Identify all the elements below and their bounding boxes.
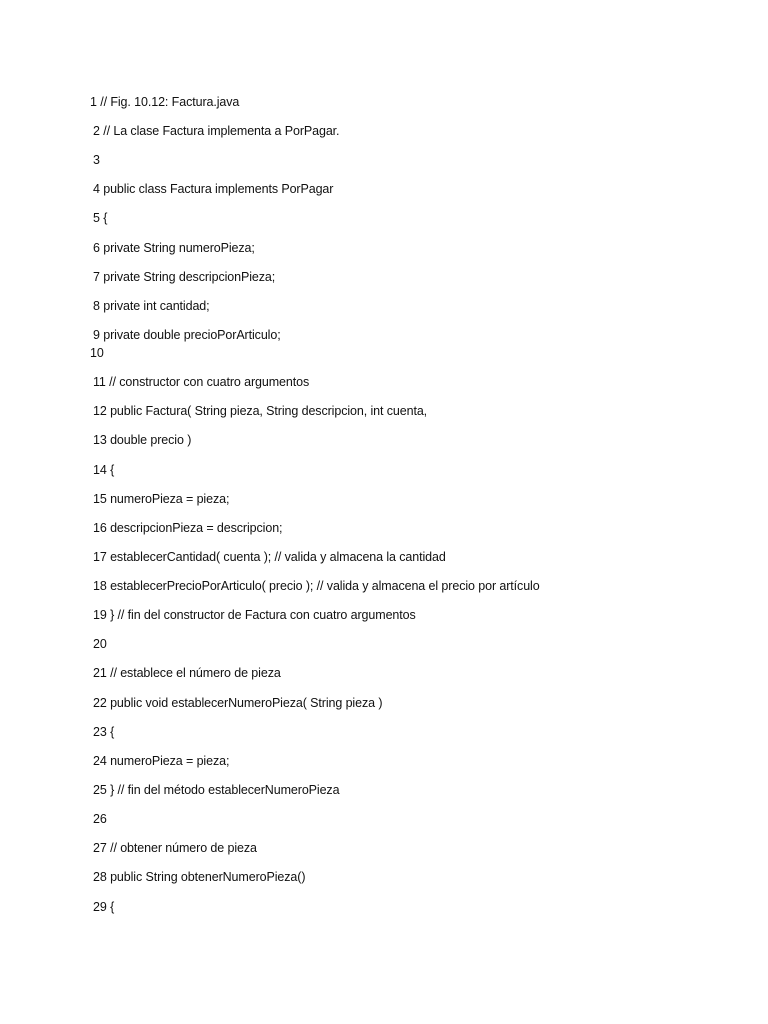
code-line-20: 20 [93, 637, 107, 651]
code-line-21: 21 // establece el número de pieza [93, 666, 281, 680]
code-line-19: 19 } // fin del constructor de Factura con cuatro argumentos [93, 608, 416, 622]
code-line-1: 1 // Fig. 10.12: Factura.java [90, 95, 240, 109]
code-line-11: 11 // constructor con cuatro argumentos [93, 375, 310, 389]
code-line-12: 12 public Factura( String pieza, String descripcion, int cuenta, [93, 404, 428, 418]
code-line-27: 27 // obtener número de pieza [93, 841, 257, 855]
code-line-17: 17 establecerCantidad( cuenta ); // valida y almacena la cantidad [93, 550, 446, 564]
code-line-28: 28 public String obtenerNumeroPieza() [93, 870, 306, 884]
code-line-7: 7 private String descripcionPieza; [93, 270, 276, 284]
code-line-15: 15 numeroPieza = pieza; [93, 492, 230, 506]
code-line-16: 16 descripcionPieza = descripcion; [93, 521, 283, 535]
code-line-14: 14 { [93, 463, 115, 477]
code-line-18: 18 establecerPrecioPorArticulo( precio ); // valida y almacena el precio por artículo [93, 579, 540, 593]
code-line-23: 23 { [93, 725, 115, 739]
code-line-2: 2 // La clase Factura implementa a PorPagar. [93, 124, 340, 138]
code-line-10: 10 [90, 346, 104, 360]
code-line-25: 25 } // fin del método establecerNumeroPieza [93, 783, 340, 797]
code-line-8: 8 private int cantidad; [93, 299, 210, 313]
code-line-13: 13 double precio ) [93, 433, 192, 447]
code-line-5: 5 { [93, 211, 108, 225]
code-line-3: 3 [93, 153, 100, 167]
code-line-24: 24 numeroPieza = pieza; [93, 754, 230, 768]
code-line-6: 6 private String numeroPieza; [93, 241, 255, 255]
code-line-4: 4 public class Factura implements PorPagar [93, 182, 334, 196]
code-line-29: 29 { [93, 900, 115, 914]
code-line-22: 22 public void establecerNumeroPieza( String pieza ) [93, 696, 383, 710]
code-line-26: 26 [93, 812, 107, 826]
code-line-9: 9 private double precioPorArticulo; [93, 328, 281, 342]
